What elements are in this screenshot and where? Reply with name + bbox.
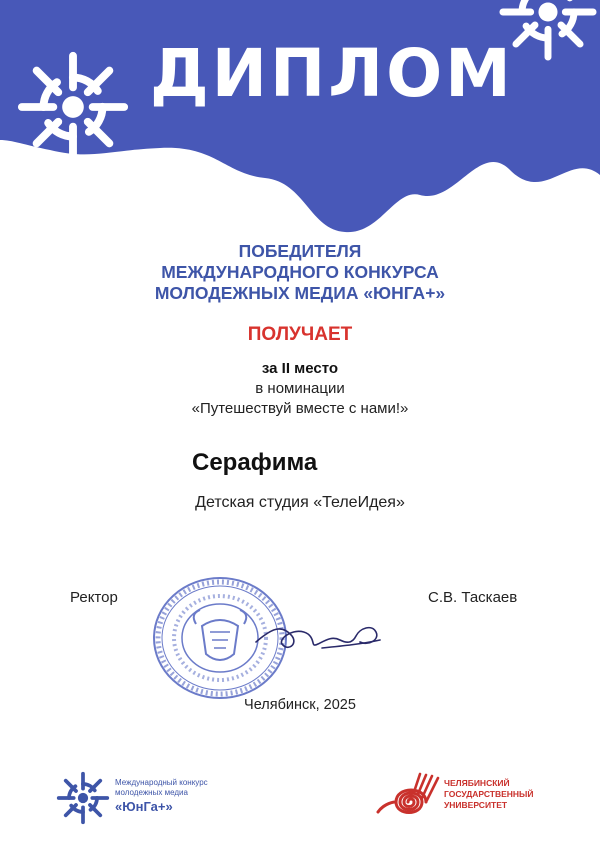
- studio-name: Детская студия «ТелеИдея»: [195, 494, 405, 511]
- university-line-1: ЧЕЛЯБИНСКИЙ: [444, 778, 510, 788]
- city-year: Челябинск, 2025: [244, 697, 356, 713]
- university-logo-text: [444, 778, 534, 811]
- contest-logo-line-1: Международный конкурс: [115, 778, 208, 787]
- place-text: за II место: [261, 360, 339, 377]
- nomination-title: «Путешествуй вместе с нами!»: [191, 400, 409, 417]
- ship-wheel-logo-icon: [55, 770, 111, 826]
- university-line-3: УНИВЕРСИТЕТ: [444, 800, 508, 810]
- handwritten-signature-icon: [252, 610, 382, 660]
- winner-line-3: МОЛОДЕЖНЫХ МЕДИА «ЮНГА+»: [154, 283, 446, 303]
- receives-label: ПОЛУЧАЕТ: [247, 324, 353, 345]
- winner-line-1: ПОБЕДИТЕЛЯ: [238, 241, 362, 261]
- university-spiral-icon: [374, 772, 440, 820]
- ship-wheel-icon: [14, 48, 132, 166]
- rector-label: Ректор: [70, 589, 118, 606]
- winner-line-2: МЕЖДУНАРОДНОГО КОНКУРСА: [161, 262, 439, 282]
- contest-logo-name: «ЮнГа+»: [115, 799, 173, 814]
- nomination-label: в номинации: [255, 380, 345, 397]
- recipient-name: Серафима: [192, 449, 318, 476]
- diploma-title: ДИПЛОМ: [150, 35, 514, 112]
- contest-logo-line-2: молодежных медиа: [115, 788, 188, 797]
- contest-logo-text: [115, 778, 208, 798]
- university-line-2: ГОСУДАРСТВЕННЫЙ: [444, 789, 534, 799]
- signer-name: С.В. Таскаев: [428, 589, 518, 606]
